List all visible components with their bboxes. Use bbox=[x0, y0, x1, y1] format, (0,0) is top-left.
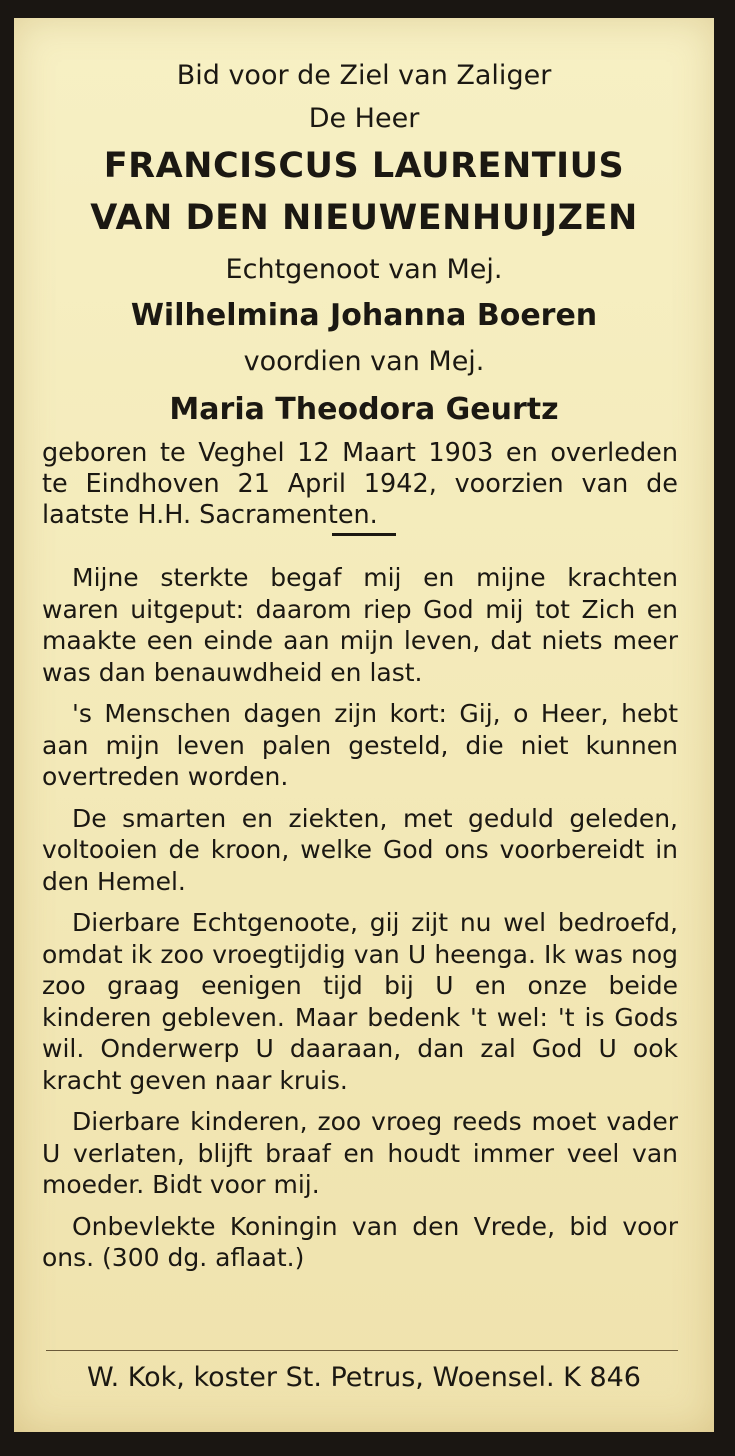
deceased-name-line2: VAN DEN NIEUWENHUIJZEN bbox=[90, 198, 638, 238]
former-spouse-name: Maria Theodora Geurtz bbox=[169, 392, 559, 427]
birth-death-dates: geboren te Veghel 12 Maart 1903 en overleden te Eindhoven 21 April 1942, voorzien van de laatste H.H. Sacramenten. bbox=[42, 438, 678, 530]
divider-short bbox=[332, 533, 396, 536]
verse-paragraph: Dierbare Echtgenoote, gij zijt nu wel bedroefd, omdat ik zoo vroegtijdig van U heenga. Ik was nog zoo graag eenigen tijd bij U en onze beide kinderen gebleven. Maar bedenk 't wel: 't is Gods wil. Onderwerp U daaraan, dan zal God U ook kracht geven naar kruis. bbox=[42, 908, 678, 1095]
spouse-name: Wilhelmina Johanna Boeren bbox=[130, 298, 598, 333]
honorific: De Heer bbox=[308, 103, 420, 134]
former-spouse-intro: voordien van Mej. bbox=[243, 346, 485, 377]
verse-paragraph: Dierbare kinderen, zoo vroeg reeds moet vader U verlaten, blijft braaf en houdt immer veel van moeder. Bidt voor mij. bbox=[42, 1107, 678, 1199]
verses bbox=[42, 562, 678, 1284]
deceased-name-line1: FRANCISCUS LAURENTIUS bbox=[103, 146, 625, 186]
verse-paragraph: Onbevlekte Koningin van den Vrede, bid voor ons. (300 dg. aflaat.) bbox=[42, 1211, 678, 1272]
printer-credit: W. Kok, koster St. Petrus, Woensel. K 846 bbox=[87, 1362, 641, 1393]
memorial-card bbox=[14, 18, 714, 1432]
verse-paragraph: De smarten en ziekten, met geduld geleden, voltooien de kroon, welke God ons voorbereidt in den Hemel. bbox=[42, 803, 678, 896]
verse-paragraph: Mijne sterkte begaf mij en mijne krachten waren uitgeput: daarom riep God mij tot Zich en maakte een einde aan mijn leven, dat niets meer was dan benauwdheid en last. bbox=[42, 563, 678, 687]
prayer-heading: Bid voor de Ziel van Zaliger bbox=[176, 60, 552, 91]
verse-paragraph: 's Menschen dagen zijn kort: Gij, o Heer, hebt aan mijn leven palen gesteld, die niet kunnen overtreden worden. bbox=[42, 699, 678, 791]
spouse-intro: Echtgenoot van Mej. bbox=[225, 254, 503, 285]
divider-long bbox=[46, 1350, 678, 1351]
